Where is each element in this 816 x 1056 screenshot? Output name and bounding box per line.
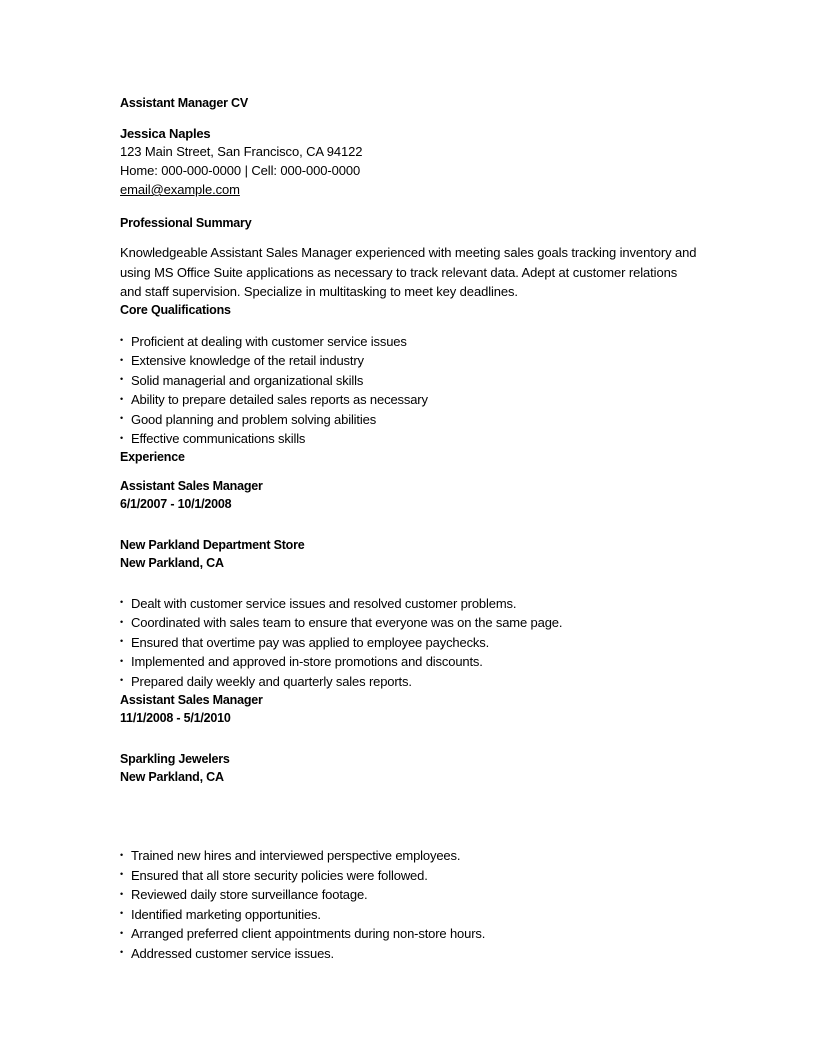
page-title: Assistant Manager CV <box>120 96 248 110</box>
list-item: • Arranged preferred client appointments during non-store hours. <box>120 924 700 944</box>
list-item: • Identified marketing opportunities. <box>120 905 700 925</box>
candidate-phones: Home: 000-000-0000 | Cell: 000-000-0000 <box>120 163 361 178</box>
resume-content <box>120 95 700 963</box>
qualifications-list <box>120 332 700 449</box>
job-location: New Parkland, CA <box>120 770 224 784</box>
experience-entry <box>120 691 700 963</box>
section-heading-experience: Experience <box>120 449 185 464</box>
list-item: • Coordinated with sales team to ensure that everyone was on the same page. <box>120 613 700 633</box>
list-item: • Ensured that overtime pay was applied to employee paychecks. <box>120 633 700 653</box>
list-item: • Prepared daily weekly and quarterly sales reports. <box>120 672 700 692</box>
list-item: • Dealt with customer service issues and resolved customer problems. <box>120 594 700 614</box>
job-title: Assistant Sales Manager <box>120 693 263 707</box>
list-item: • Solid managerial and organizational skills <box>120 371 700 391</box>
list-item: • Reviewed daily store surveillance footage. <box>120 885 700 905</box>
job-duties-list <box>120 846 700 963</box>
job-dates: 11/1/2008 - 5/1/2010 <box>120 711 231 725</box>
job-location: New Parkland, CA <box>120 555 224 570</box>
list-item: • Ability to prepare detailed sales reports as necessary <box>120 390 700 410</box>
list-item: • Addressed customer service issues. <box>120 944 700 964</box>
job-title: Assistant Sales Manager <box>120 478 263 493</box>
summary-text: Knowledgeable Assistant Sales Manager experienced with meeting sales goals tracking inventory and using MS Office Suite applications as necessary to track relevant data. Adept at customer relations and staff supervision. Specialize in multitasking to meet key deadlines. <box>120 245 697 299</box>
section-heading-qualifications: Core Qualifications <box>120 302 231 317</box>
candidate-email-row <box>120 180 700 199</box>
job-dates: 6/1/2007 - 10/1/2008 <box>120 496 232 511</box>
list-item: • Effective communications skills <box>120 429 700 449</box>
candidate-name: Jessica Naples <box>120 126 211 141</box>
list-item: • Trained new hires and interviewed perspective employees. <box>120 846 700 866</box>
list-item: • Ensured that all store security policies were followed. <box>120 866 700 886</box>
section-heading-summary: Professional Summary <box>120 216 252 230</box>
candidate-address: 123 Main Street, San Francisco, CA 94122 <box>120 144 363 159</box>
job-employer: New Parkland Department Store <box>120 537 305 552</box>
list-item: • Extensive knowledge of the retail industry <box>120 351 700 371</box>
list-item: • Good planning and problem solving abilities <box>120 410 700 430</box>
experience-entry <box>120 477 700 692</box>
email-link[interactable]: email@example.com <box>120 182 240 197</box>
job-employer: Sparkling Jewelers <box>120 752 230 766</box>
list-item: • Proficient at dealing with customer service issues <box>120 332 700 352</box>
job-duties-list <box>120 594 700 692</box>
list-item: • Implemented and approved in-store promotions and discounts. <box>120 652 700 672</box>
